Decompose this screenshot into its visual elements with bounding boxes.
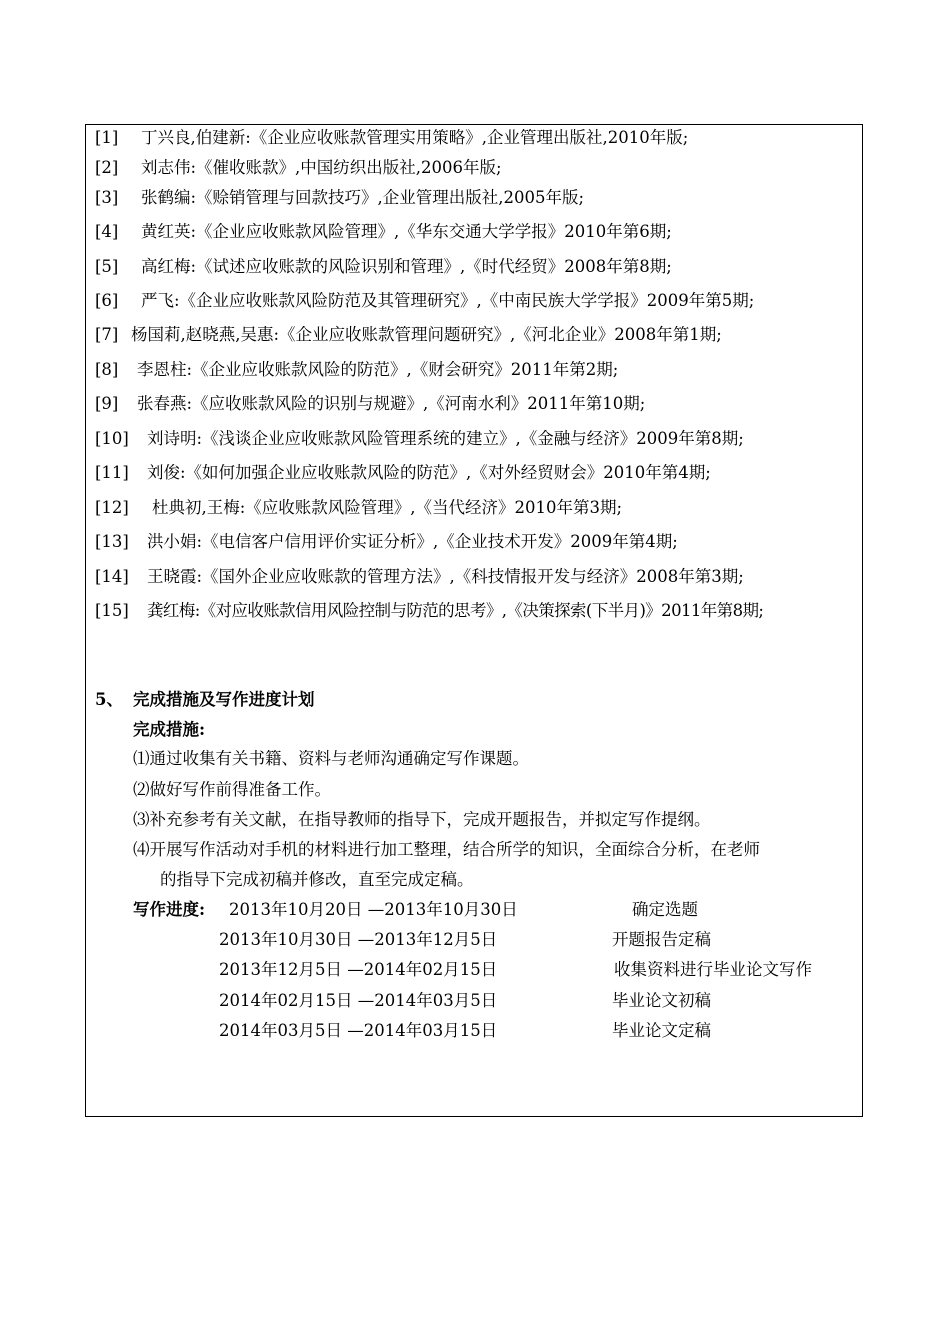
schedule-dates: 2014年03月5日 —2014年03月15日 bbox=[219, 1021, 498, 1040]
schedule-dates: 2013年10月20日 —2013年10月30日 bbox=[229, 900, 518, 919]
schedule-dates: 2013年12月5日 —2014年02月15日 bbox=[219, 960, 498, 979]
reference-item: [11] 刘俊:《如何加强企业应收账款风险的防范》,《对外经贸财会》2010年第4期; bbox=[95, 463, 711, 482]
schedule-task: 收集资料进行毕业论文写作 bbox=[614, 960, 812, 979]
reference-item: [14] 王晓霞:《国外企业应收账款的管理方法》,《科技情报开发与经济》2008年第3期; bbox=[95, 567, 744, 586]
measure-item: ⑷开展写作活动对手机的材料进行加工整理，结合所学的知识，全面综合分析，在老师 bbox=[133, 840, 760, 859]
schedule-task: 毕业论文定稿 bbox=[612, 1021, 711, 1040]
reference-item: [9] 张春燕:《应收账款风险的识别与规避》,《河南水利》2011年第10期; bbox=[95, 394, 646, 413]
schedule-task: 确定选题 bbox=[632, 900, 698, 919]
reference-item: [15] 龚红梅:《对应收账款信用风险控制与防范的思考》,《决策探索(下半月)》2011年第8期; bbox=[95, 601, 764, 620]
reference-item: [8] 李恩柱:《企业应收账款风险的防范》,《财会研究》2011年第2期; bbox=[95, 360, 619, 379]
schedule-label: 写作进度: bbox=[133, 900, 206, 919]
reference-item: [12] 杜典初,王梅:《应收账款风险管理》,《当代经济》2010年第3期; bbox=[95, 498, 623, 517]
reference-item: [10] 刘诗明:《浅谈企业应收账款风险管理系统的建立》,《金融与经济》2009年第8期; bbox=[95, 429, 744, 448]
section-heading: 5、 完成措施及写作进度计划 bbox=[95, 690, 315, 709]
reference-item: [6] 严飞:《企业应收账款风险防范及其管理研究》,《中南民族大学学报》2009年第5期; bbox=[95, 291, 755, 310]
reference-item: [1] 丁兴良,伯建新:《企业应收账款管理实用策略》,企业管理出版社,2010年版; bbox=[95, 128, 689, 147]
measure-item: ⑶补充参考有关文献，在指导教师的指导下，完成开题报告，并拟定写作提纲。 bbox=[133, 810, 711, 829]
schedule-dates: 2014年02月15日 —2014年03月5日 bbox=[219, 991, 498, 1010]
schedule-task: 开题报告定稿 bbox=[612, 930, 711, 949]
measure-item: ⑵做好写作前得准备工作。 bbox=[133, 780, 331, 799]
reference-item: [13] 洪小娟:《电信客户信用评价实证分析》,《企业技术开发》2009年第4期; bbox=[95, 532, 678, 551]
reference-item: [5] 高红梅:《试述应收账款的风险识别和管理》,《时代经贸》2008年第8期; bbox=[95, 257, 672, 276]
measures-label: 完成措施: bbox=[133, 720, 206, 739]
measure-item: ⑴通过收集有关书籍、资料与老师沟通确定写作课题。 bbox=[133, 749, 529, 768]
schedule-dates: 2013年10月30日 —2013年12月5日 bbox=[219, 930, 498, 949]
schedule-task: 毕业论文初稿 bbox=[612, 991, 711, 1010]
measure-item-continued: 的指导下完成初稿并修改，直至完成定稿。 bbox=[160, 870, 474, 889]
reference-item: [7] 杨国莉,赵晓燕,吴惠:《企业应收账款管理问题研究》,《河北企业》2008年第1期; bbox=[95, 325, 722, 344]
reference-item: [4] 黄红英:《企业应收账款风险管理》,《华东交通大学学报》2010年第6期; bbox=[95, 222, 672, 241]
reference-item: [3] 张鹤编:《赊销管理与回款技巧》,企业管理出版社,2005年版; bbox=[95, 188, 585, 207]
reference-item: [2] 刘志伟:《催收账款》,中国纺织出版社,2006年版; bbox=[95, 158, 502, 177]
